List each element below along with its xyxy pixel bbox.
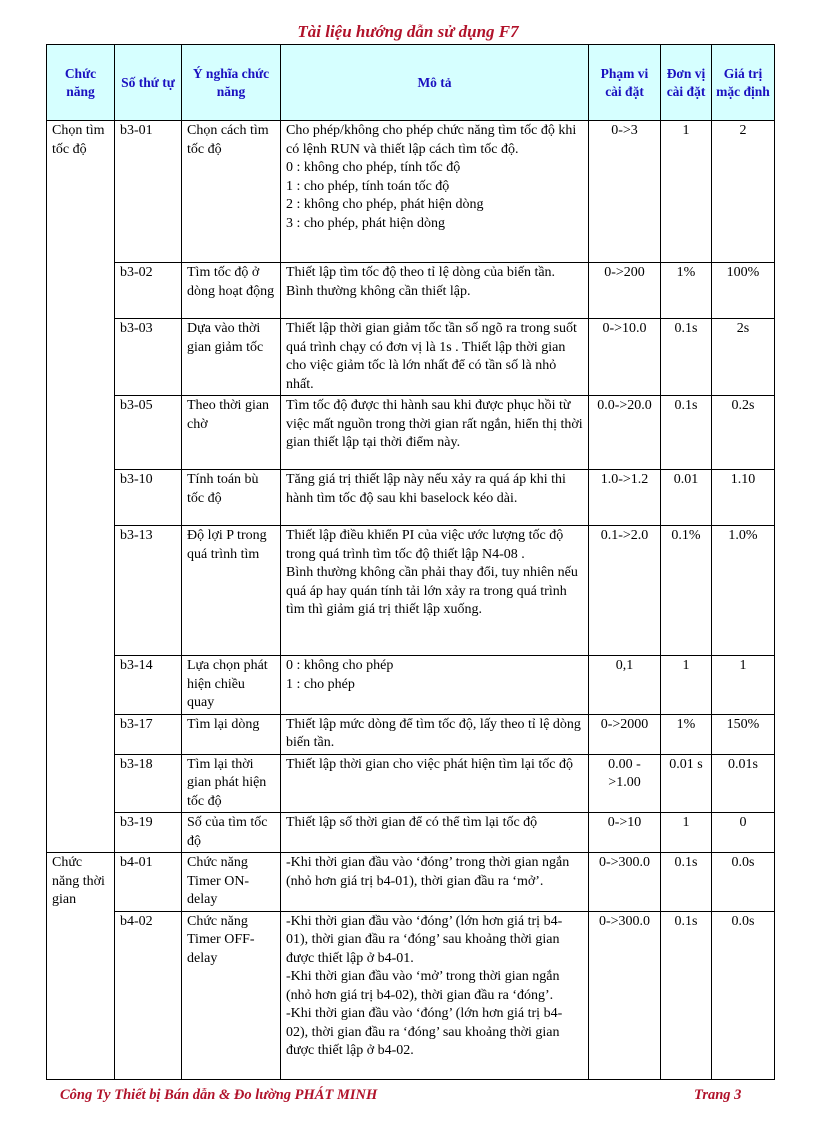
cell-unit: 1 <box>661 656 712 715</box>
cell-description <box>281 263 589 319</box>
description-line: -Khi thời gian đầu vào ‘đóng’ trong thời gian ngắn (nhỏ hơn giá trị b4-01), thời gian đầu ra ‘mở’. <box>286 855 570 889</box>
cell-description <box>281 319 589 396</box>
footer-page-number: Trang 3 <box>694 1087 742 1103</box>
cell-meaning: Lựa chọn phát hiện chiều quay <box>182 656 281 715</box>
column-header-description: Mô tả <box>281 45 589 121</box>
table-row <box>47 656 775 715</box>
cell-default: 100% <box>712 263 775 319</box>
description-line: Thiết lập điều khiển PI của việc ước lượng tốc độ trong quá trình tìm tốc độ thiết lập N4-08 . <box>286 528 564 562</box>
cell-description <box>281 714 589 754</box>
cell-unit: 0.1s <box>661 853 712 912</box>
document-title: Tài liệu hướng dẫn sử dụng F7 <box>297 22 519 41</box>
column-header-meaning: Ý nghĩa chức năng <box>182 45 281 121</box>
cell-unit: 0.1% <box>661 526 712 656</box>
column-header-range: Phạm vi cài đặt <box>589 45 661 121</box>
cell-default: 0 <box>712 813 775 853</box>
cell-default: 2 <box>712 121 775 263</box>
description-line: Thiết lập tìm tốc độ theo tỉ lệ dòng của biến tần. Bình thường không cần thiết lập. <box>286 265 556 299</box>
description-line: -Khi thời gian đầu vào ‘mở’ trong thời gian ngắn (nhỏ hơn giá trị b4-02), thời gian đầu ra ‘đóng’. <box>286 969 560 1003</box>
table-row <box>47 526 775 656</box>
cell-meaning: Chọn cách tìm tốc độ <box>182 121 281 263</box>
cell-unit: 0.1s <box>661 911 712 1079</box>
cell-range: 0->2000 <box>589 714 661 754</box>
cell-unit: 0.01 s <box>661 754 712 813</box>
cell-unit: 1 <box>661 813 712 853</box>
table-row <box>47 396 775 470</box>
parameter-table <box>46 44 775 1080</box>
cell-meaning: Chức năng Timer ON-delay <box>182 853 281 912</box>
cell-unit: 0.01 <box>661 470 712 526</box>
cell-range: 0.1->2.0 <box>589 526 661 656</box>
footer-company: Công Ty Thiết bị Bán dẫn & Đo lường PHÁT MINH <box>60 1087 378 1103</box>
cell-parameter-number: b4-01 <box>115 853 182 912</box>
description-line: -Khi thời gian đầu vào ‘đóng’ (lớn hơn giá trị b4-01), thời gian đầu ra ‘đóng’ sau khoảng thời gian được thiết lập ở b4-01. <box>286 913 563 966</box>
cell-default: 150% <box>712 714 775 754</box>
cell-meaning: Tìm lại thời gian phát hiện tốc độ <box>182 754 281 813</box>
cell-range: 0->300.0 <box>589 911 661 1079</box>
table-row <box>47 263 775 319</box>
table-row <box>47 813 775 853</box>
column-header-function: Chức năng <box>47 45 115 121</box>
table-row <box>47 911 775 1079</box>
cell-range: 0->10.0 <box>589 319 661 396</box>
cell-parameter-number: b3-02 <box>115 263 182 319</box>
cell-description <box>281 526 589 656</box>
cell-meaning: Độ lợi P trong quá trình tìm <box>182 526 281 656</box>
column-header-unit: Đơn vị cài đặt <box>661 45 712 121</box>
cell-meaning: Chức năng Timer OFF-delay <box>182 911 281 1079</box>
cell-range: 0.00 ->1.00 <box>589 754 661 813</box>
cell-default: 1 <box>712 656 775 715</box>
cell-default: 0.2s <box>712 396 775 470</box>
cell-meaning: Tính toán bù tốc độ <box>182 470 281 526</box>
description-line: 0 : không cho phép, tính tốc độ <box>286 160 461 175</box>
column-header-number: Số thứ tự <box>115 45 182 121</box>
cell-description <box>281 853 589 912</box>
description-line: Cho phép/không cho phép chức năng tìm tốc độ khi có lệnh RUN và thiết lập cách tìm tốc độ. <box>286 123 577 157</box>
description-line: Thiết lập số thời gian để có thể tìm lại tốc độ <box>286 815 538 830</box>
cell-parameter-number: b4-02 <box>115 911 182 1079</box>
description-line: 1 : cho phép <box>286 676 355 692</box>
cell-default: 0.0s <box>712 911 775 1079</box>
description-line: Thiết lập thời gian giảm tốc tần số ngõ ra trong suốt quá trình chạy có đơn vị là 1s . Thiết lập thời gian cho việc giảm tốc là lớn nhất để có tần số là nhỏ nhất. <box>286 321 577 392</box>
cell-unit: 0.1s <box>661 396 712 470</box>
cell-meaning: Tìm lại dòng <box>182 714 281 754</box>
table-header-row <box>47 45 775 121</box>
cell-unit: 1% <box>661 714 712 754</box>
cell-parameter-number: b3-14 <box>115 656 182 715</box>
description-line: Tìm tốc độ được thi hành sau khi được phục hồi từ việc mất nguồn trong thời gian rất ngắn, hiển thị thời gian thiết lập tại thời điểm này. <box>286 398 583 450</box>
cell-unit: 1 <box>661 121 712 263</box>
cell-description <box>281 754 589 813</box>
table-row <box>47 754 775 813</box>
table-row <box>47 319 775 396</box>
cell-meaning: Tìm tốc độ ở dòng hoạt động <box>182 263 281 319</box>
cell-range: 0->300.0 <box>589 853 661 912</box>
cell-parameter-number: b3-19 <box>115 813 182 853</box>
cell-parameter-number: b3-10 <box>115 470 182 526</box>
cell-range: 0,1 <box>589 656 661 715</box>
cell-range: 0->3 <box>589 121 661 263</box>
description-line: -Khi thời gian đầu vào ‘đóng’ (lớn hơn giá trị b4-02), thời gian đầu ra ‘đóng’ sau khoảng thời gian được thiết lập ở b4-02. <box>286 1006 563 1058</box>
description-line: Tăng giá trị thiết lập này nếu xảy ra quá áp khi thi hành tìm tốc độ sau khi baselock kéo dài. <box>286 472 566 506</box>
cell-default: 2s <box>712 319 775 396</box>
cell-meaning: Dựa vào thời gian giảm tốc <box>182 319 281 396</box>
cell-unit: 0.1s <box>661 319 712 396</box>
description-line: 0 : không cho phép <box>286 658 394 673</box>
cell-function-group: Chọn tìm tốc độ <box>47 121 115 853</box>
cell-meaning: Số của tìm tốc độ <box>182 813 281 853</box>
description-line: 3 : cho phép, phát hiện dòng <box>286 215 446 231</box>
cell-default: 0.01s <box>712 754 775 813</box>
cell-description <box>281 911 589 1079</box>
cell-range: 0->200 <box>589 263 661 319</box>
table-row <box>47 853 775 912</box>
cell-function-group: Chức năng thời gian <box>47 853 115 1080</box>
cell-parameter-number: b3-17 <box>115 714 182 754</box>
cell-parameter-number: b3-05 <box>115 396 182 470</box>
description-line: Bình thường không cần phải thay đổi, tuy nhiên nếu quá áp hay quán tính tải lớn xảy ra trong quá trình tìm thì giảm giá trị thiết lập xuống. <box>286 565 578 617</box>
cell-description <box>281 813 589 853</box>
description-line: 1 : cho phép, tính toán tốc độ <box>286 178 450 194</box>
column-header-default: Giá trị mặc định <box>712 45 775 121</box>
table-row <box>47 121 775 263</box>
cell-description <box>281 470 589 526</box>
description-line: Thiết lập mức dòng để tìm tốc độ, lấy theo tỉ lệ dòng biến tần. <box>286 716 581 750</box>
cell-unit: 1% <box>661 263 712 319</box>
cell-description <box>281 656 589 715</box>
cell-parameter-number: b3-18 <box>115 754 182 813</box>
cell-range: 0.0->20.0 <box>589 396 661 470</box>
cell-parameter-number: b3-01 <box>115 121 182 263</box>
cell-meaning: Theo thời gian chờ <box>182 396 281 470</box>
description-line: 2 : không cho phép, phát hiện dòng <box>286 197 484 212</box>
description-line: Thiết lập thời gian cho việc phát hiện tìm lại tốc độ <box>286 756 573 772</box>
table-row <box>47 714 775 754</box>
cell-default: 1.0% <box>712 526 775 656</box>
table-row <box>47 470 775 526</box>
table-body <box>47 121 775 1080</box>
cell-default: 0.0s <box>712 853 775 912</box>
cell-default: 1.10 <box>712 470 775 526</box>
cell-parameter-number: b3-03 <box>115 319 182 396</box>
cell-description <box>281 121 589 263</box>
cell-range: 1.0->1.2 <box>589 470 661 526</box>
cell-parameter-number: b3-13 <box>115 526 182 656</box>
cell-description <box>281 396 589 470</box>
cell-range: 0->10 <box>589 813 661 853</box>
